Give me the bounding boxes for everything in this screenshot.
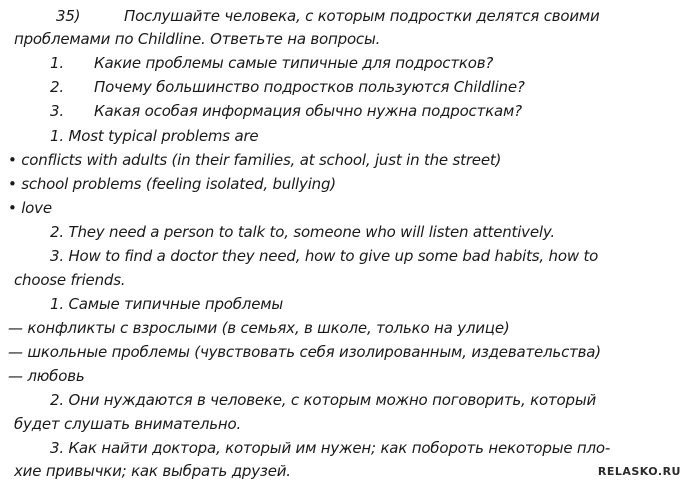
english-bullet-3: • love xyxy=(8,199,52,217)
russian-answer-2-line-2: будет слушать внимательно. xyxy=(14,415,242,433)
english-answer-2: 2. They need a person to talk to, someone who will listen attentively. xyxy=(50,223,555,241)
question-1: Какие проблемы самые типичные для подростков? xyxy=(94,54,494,72)
english-answer-3-line-2: choose friends. xyxy=(14,271,126,289)
english-bullet-1: • conflicts with adults (in their families, at school, just in the street) xyxy=(8,151,502,169)
question-3-number: 3. xyxy=(50,102,64,120)
english-bullet-2: • school problems (feeling isolated, bullying) xyxy=(8,175,336,193)
task-instruction-line-1: Послушайте человека, с которым подростки делятся своими xyxy=(124,7,600,25)
question-3: Какая особая информация обычно нужна подросткам? xyxy=(94,102,522,120)
question-2: Почему большинство подростков пользуются Childline? xyxy=(94,78,525,96)
russian-bullet-3: — любовь xyxy=(8,367,85,385)
russian-answer-2-line-1: 2. Они нуждаются в человеке, с которым можно поговорить, который xyxy=(50,391,597,409)
task-instruction-line-2: проблемами по Childline. Ответьте на вопросы. xyxy=(14,30,381,48)
task-number: 35) xyxy=(56,7,81,25)
russian-bullet-1: — конфликты с взрослыми (в семьях, в школе, только на улице) xyxy=(8,319,510,337)
russian-answer-1-heading: 1. Самые типичные проблемы xyxy=(50,295,283,313)
english-answer-3-line-1: 3. How to find a doctor they need, how to give up some bad habits, how to xyxy=(50,247,599,265)
site-watermark: RELASKO.RU xyxy=(597,465,681,478)
russian-answer-3-line-2: хие привычки; как выбрать друзей. xyxy=(14,462,291,480)
russian-bullet-2: — школьные проблемы (чувствовать себя изолированным, издевательства) xyxy=(8,343,601,361)
question-2-number: 2. xyxy=(50,78,64,96)
russian-answer-3-line-1: 3. Как найти доктора, который им нужен; как побороть некоторые пло- xyxy=(50,439,611,457)
question-1-number: 1. xyxy=(50,54,64,72)
english-answer-1-heading: 1. Most typical problems are xyxy=(50,127,259,145)
